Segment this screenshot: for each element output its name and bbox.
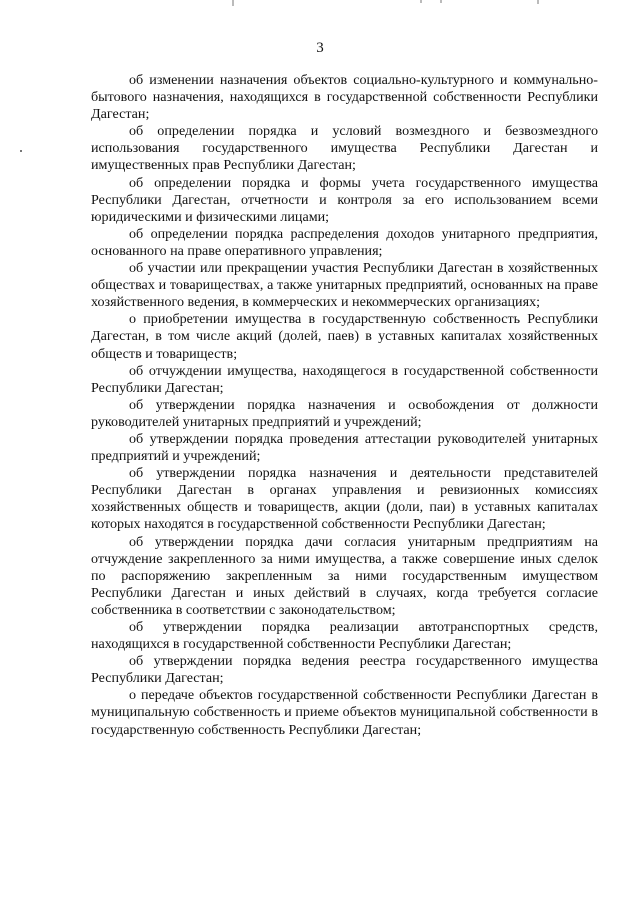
scan-mark: [232, 0, 234, 6]
paragraph: об участии или прекращении участия Республики Дагестан в хозяйственных обществах и товариществах, а также унитарных предприятий, основанных на праве хозяйственного ведения, в коммерческих и некоммерческих организациях;: [91, 260, 598, 311]
margin-dot: [20, 150, 22, 152]
scan-mark: [537, 0, 539, 4]
document-body: [91, 72, 598, 739]
paragraph: об утверждении порядка дачи согласия унитарным предприятиям на отчуждение закрепленного за ними имущества, а также совершение иных сделок по распоряжению закрепленным за ними государственным имуществом Республики Дагестан и иных действий в случаях, когда требуется согласие собственника в соответствии с законодательством;: [91, 533, 598, 618]
paragraph: об изменении назначения объектов социально-культурного и коммунально-бытового назначения, находящихся в государственной собственности Республики Дагестан;: [91, 72, 598, 123]
paragraph: об утверждении порядка назначения и деятельности представителей Республики Дагестан в органах управления и ревизионных комиссиях хозяйственных обществ и товариществ, акции (доли, паи) в уставных капиталах которых находятся в государственной собственности Республики Дагестан;: [91, 465, 598, 533]
page-number: 3: [316, 40, 324, 56]
paragraph: об утверждении порядка проведения аттестации руководителей унитарных предприятий и учреждений;: [91, 430, 598, 465]
paragraph: об утверждении порядка реализации автотранспортных средств, находящихся в государственной собственности Республики Дагестан;: [91, 619, 598, 653]
scan-mark: [420, 0, 422, 3]
scan-mark: [440, 0, 442, 3]
paragraph: об утверждении порядка назначения и освобождения от должности руководителей унитарных предприятий и учреждений;: [91, 396, 598, 430]
paragraph: об утверждении порядка ведения реестра государственного имущества Республики Дагестан;: [91, 653, 598, 687]
paragraph: о приобретении имущества в государственную собственность Республики Дагестан, в том числе акций (долей, паев) в уставных капиталах хозяйственных обществ и товариществ;: [91, 311, 598, 362]
paragraph: об отчуждении имущества, находящегося в государственной собственности Республики Дагестан;: [91, 362, 598, 396]
paragraph: об определении порядка и условий возмездного и безвозмездного использования государственного имущества Республики Дагестан и имущественных прав Республики Дагестан;: [91, 123, 598, 174]
paragraph: об определении порядка и формы учета государственного имущества Республики Дагестан, отчетности и контроля за его использованием всеми юридическими и физическими лицами;: [91, 174, 598, 225]
paragraph: о передаче объектов государственной собственности Республики Дагестан в муниципальную собственность и приеме объектов муниципальной собственности в государственную собственность Республики Дагестан;: [91, 687, 598, 738]
paragraph: об определении порядка распределения доходов унитарного предприятия, основанного на праве оперативного управления;: [91, 225, 598, 259]
